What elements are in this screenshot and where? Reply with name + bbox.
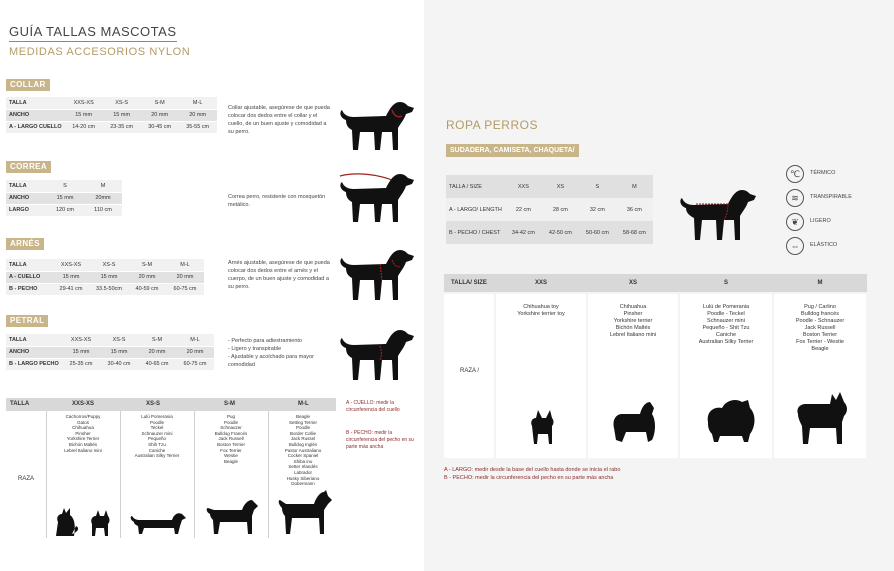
table-row: TALLA XXS-XS XS-S S-M M-L [6, 259, 204, 271]
size-header: XS-S [146, 401, 161, 407]
dog-clothing-icon [676, 186, 762, 244]
collar-table [6, 97, 217, 134]
cat-small-dog-icon [52, 504, 118, 538]
breathable-icon: ≋ [786, 189, 804, 207]
note-b: B - PECHO: medir la circunferencia del pecho en su parte más ancha [444, 475, 614, 481]
table-row: B - LARGO PECHO 25-35 cm 30-40 cm 40-65 cm 60-75 cm [6, 358, 214, 370]
ropa-section-label: SUDADERA, CAMISETA, CHAQUETA/ [446, 144, 579, 157]
table-row: A - CUELLO 15 mm 15 mm 20 mm 20 mm [6, 271, 204, 283]
arnes-table [6, 259, 204, 296]
table-row: TALLA / SIZE XXS XS S M [446, 175, 653, 198]
table-row: A - LARGO/ LENGTH 22 cm 28 cm 32 cm 36 cm [446, 198, 653, 221]
table-row: ANCHO 15 mm 15 mm 20 mm 20 mm [6, 346, 214, 358]
correa-description: Correa perro, resistente con mosquetón metálico. [228, 194, 326, 208]
raza-label: RAZA [18, 476, 35, 482]
petral-label: PETRAL [6, 315, 48, 327]
thermometer-icon: ℃ [786, 165, 804, 183]
table-row: ANCHO 15 mm 15 mm 20 mm 20 mm [6, 109, 217, 121]
ropa-title: ROPA PERROS [446, 118, 538, 132]
table-row: A - LARGO CUELLO 14-20 cm 23-35 cm 30-45 cm 35-55 cm [6, 121, 217, 133]
table-row: TALLA S M [6, 180, 122, 192]
size-header: XXS [534, 280, 547, 286]
notes-right [444, 466, 620, 482]
breed-list: Pug / Carlino Bulldog francés Poodle - Schnauzer Jack Russell Boston Terrier Fox Terrier - Westie Beagle [795, 304, 845, 352]
breed-size-table [6, 398, 336, 538]
french-bulldog-icon [792, 388, 852, 446]
breed-list: Lulú Pomerania Poodle Teckel Schnauzer mini Pequeño Shih Tzu Caniche Australian Silky Terrier [134, 414, 180, 459]
feature-row: ≋ TRANSPIRABLE [786, 189, 876, 211]
table-row: ANCHO 15 mm 20mm [6, 192, 122, 204]
talla-header: TALLA [10, 401, 30, 407]
breed-list: Pug Poodle Schnauzer Bulldog Francés Jack Russell Boston Terrier Fox Terrier Westie Beagle [214, 414, 248, 464]
dog-harness-icon [336, 246, 418, 304]
talla-header: TALLA/ SIZE [451, 280, 487, 286]
breed-list: Cachorros/Puppy Gatos Chihuahua Pinsher Yorkshire Terrier Bichón Maltés Lebrel Italiano mini [64, 414, 102, 453]
ropa-breed-table [444, 274, 867, 460]
breed-list: Chihuahua toy Yorkshire terrier toy [517, 304, 565, 317]
stretch-icon: ⇔ [786, 237, 804, 255]
correa-table [6, 180, 122, 217]
dog-collar-icon [338, 98, 418, 154]
note-a: A - CUELLO: medir la circunferencia del cuello [346, 400, 400, 413]
petral-table [6, 334, 214, 371]
table-row: B - PECHO / CHEST 34-42 cm 42-50 cm 50-60 cm 58-68 cm [446, 221, 653, 244]
breed-list: Lulú de Pomerania Poodle - Teckel Schnauzer mini Pequeño - Shit Tzu Caniche Australian Silky Terrier [698, 304, 754, 345]
collar-description: Collar ajustable, asegúrese de que pueda colocar dos dedos entre el collar y el cuello, de un buen ajuste y comodidad a su perro. [228, 105, 330, 135]
schnauzer-icon [204, 498, 260, 536]
table-row: TALLA XXS-XS XS-S S-M M-L [6, 334, 214, 346]
yorkshire-icon [610, 398, 658, 444]
arnes-description: Arnés ajustable, asegúrese de que pueda colocar dos dedos entre el arnés y el cuerpo, de un buen ajuste y comodidad a su perro. [228, 260, 330, 290]
size-header: S-M [224, 401, 235, 407]
dog-petral-icon [336, 326, 418, 384]
breed-list: Beagle Setting Terrier Poodle Border Collie Jack Russel Bulldog Inglés Pastor Australiano Cocker Spaniel Shiba inu Setter Irlandés Labrador Husky Siberiano Dobermann [284, 414, 322, 487]
feature-row: ℃ TÉRMICO [786, 165, 876, 187]
petral-description: - Perfecto para adiestramiento - Ligero y transpirable - Ajustable y acolchado para mayor comodidad [228, 338, 314, 368]
page-title: GUÍA TALLAS MASCOTAS [9, 24, 177, 42]
note-a: A - LARGO: medir desde la base del cuello hasta donde se inicia el rabo [444, 467, 621, 473]
dog-leash-icon [336, 168, 418, 226]
note-b: B - PECHO: medir la circunferencia del pecho en su parte más ancha [346, 430, 414, 450]
pomeranian-icon [702, 396, 758, 444]
feather-icon: ❦ [786, 213, 804, 231]
size-header: M [817, 280, 823, 286]
table-row: LARGO 120 cm 110 cm [6, 204, 122, 216]
size-header: XS [628, 280, 637, 286]
raza-label: RAZA / [460, 368, 480, 374]
arnes-label: ARNÉS [6, 238, 44, 250]
size-header: S [723, 280, 728, 286]
collar-label: COLLAR [6, 79, 50, 91]
size-header: M-L [298, 401, 309, 407]
size-header: XXS-XS [72, 401, 95, 407]
page-subtitle: MEDIDAS ACCESORIOS NYLON [9, 46, 191, 58]
chihuahua-icon [526, 408, 562, 446]
doberman-icon [274, 490, 334, 536]
dachshund-icon [128, 510, 188, 536]
table-row: B - PECHO 29-41 cm 33.5-50cm 40-59 cm 60-75 cm [6, 283, 204, 295]
feature-row: ⇔ ELÁSTICO [786, 237, 876, 259]
correa-label: CORREA [6, 161, 51, 173]
table-row: TALLA XXS-XS XS-S S-M M-L [6, 97, 217, 109]
ropa-table [446, 175, 653, 244]
notes-left [346, 400, 422, 451]
breed-list: Chihuahua Pinsher Yorkshire terrier Bichón Maltés Lebrel Italiano mini [609, 304, 657, 338]
feature-row: ❦ LIGERO [786, 213, 876, 235]
